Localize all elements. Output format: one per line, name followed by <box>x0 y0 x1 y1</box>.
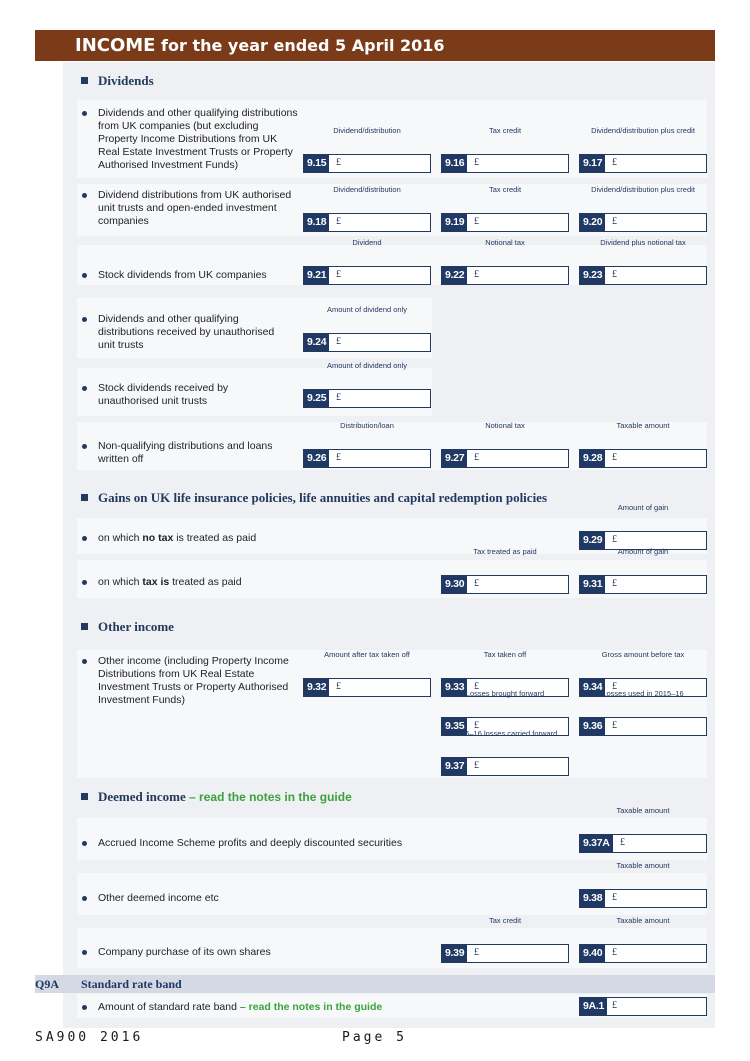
field-label: Losses used in 2015–16 <box>602 689 684 698</box>
bullet-icon <box>82 580 87 585</box>
section-gains <box>81 490 547 506</box>
bullet-icon <box>82 536 87 541</box>
field-label: Taxable amount <box>616 421 670 430</box>
bullet-icon <box>82 950 87 955</box>
field-label: 2015–16 losses carried forward <box>452 729 558 738</box>
bullet-icon <box>82 841 87 846</box>
amount-input[interactable] <box>579 449 707 468</box>
pound-icon: £ <box>474 720 479 731</box>
title-rest: for the year ended 5 April 2016 <box>155 36 445 55</box>
box-number: 9.30 <box>442 576 467 593</box>
box-number: 9.37 <box>442 758 467 775</box>
bullet-icon <box>82 444 87 449</box>
field-label: Notional tax <box>485 421 525 430</box>
row-description <box>98 532 398 545</box>
row-description: Stock dividends from UK companies <box>98 269 267 281</box>
field-label: Amount of dividend only <box>326 305 408 314</box>
row-description: Company purchase of its own shares <box>98 946 271 958</box>
box-number: 9.15 <box>304 155 329 172</box>
desc-part: on which <box>98 532 143 544</box>
pound-icon: £ <box>474 216 479 227</box>
section-dividends <box>81 73 154 89</box>
field-label: Losses brought forward <box>465 689 545 698</box>
row-description: Dividends and other qualifying distributions received by unauthorised unit trusts <box>98 313 275 351</box>
pound-icon: £ <box>474 681 479 692</box>
box-number: 9.34 <box>580 679 605 696</box>
bullet-icon <box>82 386 87 391</box>
box-number: 9.28 <box>580 450 605 467</box>
question-code: Q9A <box>35 977 59 991</box>
amount-input[interactable] <box>579 213 707 232</box>
field-label: Gross amount before tax <box>601 650 685 659</box>
box-number: 9A.1 <box>580 998 607 1015</box>
field-label: Dividend/distribution plus credit <box>591 126 695 135</box>
amount-input[interactable] <box>303 389 431 408</box>
box-number: 9.35 <box>442 718 467 735</box>
pound-icon: £ <box>612 1000 617 1011</box>
field-label: Taxable amount <box>616 916 670 925</box>
field-label: Tax credit <box>488 185 522 194</box>
amount-input[interactable] <box>579 717 707 736</box>
bullet-icon <box>82 317 87 322</box>
box-number: 9.39 <box>442 945 467 962</box>
pound-icon: £ <box>474 760 479 771</box>
box-number: 9.36 <box>580 718 605 735</box>
square-icon <box>81 623 88 630</box>
box-number: 9.21 <box>304 267 329 284</box>
box-number: 9.27 <box>442 450 467 467</box>
amount-input[interactable] <box>441 575 569 594</box>
field-label: Dividend/distribution <box>333 126 401 135</box>
box-number: 9.19 <box>442 214 467 231</box>
row-description <box>98 576 398 589</box>
square-icon <box>81 494 88 501</box>
amount-input[interactable] <box>441 213 569 232</box>
pound-icon: £ <box>336 336 341 347</box>
section-title: Dividends <box>98 73 154 88</box>
pound-icon: £ <box>612 578 617 589</box>
amount-input[interactable] <box>303 678 431 697</box>
desc-note: – read the notes in the guide <box>236 1001 383 1013</box>
field-label: Taxable amount <box>616 806 670 815</box>
desc-part: Amount of standard rate band <box>98 1001 237 1013</box>
row-description: Non-qualifying distributions and loans written off <box>98 440 273 465</box>
field-label: Taxable amount <box>616 861 670 870</box>
bullet-icon <box>82 273 87 278</box>
amount-input[interactable] <box>303 333 431 352</box>
pound-icon: £ <box>612 720 617 731</box>
pound-icon: £ <box>612 947 617 958</box>
pound-icon: £ <box>620 837 625 848</box>
row-description <box>98 1001 428 1014</box>
desc-bold: no tax <box>142 532 174 544</box>
bullet-icon <box>82 193 87 198</box>
pound-icon: £ <box>336 216 341 227</box>
box-number: 9.17 <box>580 155 605 172</box>
box-number: 9.20 <box>580 214 605 231</box>
pound-icon: £ <box>474 269 479 280</box>
section-note: – read the notes in the guide <box>185 790 352 804</box>
pound-icon: £ <box>474 947 479 958</box>
row-description: Other deemed income etc <box>98 892 219 904</box>
amount-input[interactable] <box>579 997 707 1016</box>
bullet-icon <box>82 896 87 901</box>
field-label: Tax treated as paid <box>473 547 537 556</box>
bullet-icon <box>82 659 87 664</box>
row-description: Dividend distributions from UK authorised unit trusts and open-ended investment companies <box>98 189 292 227</box>
amount-input[interactable] <box>579 944 707 963</box>
pound-icon: £ <box>612 157 617 168</box>
amount-input[interactable] <box>579 266 707 285</box>
section-title: Other income <box>98 619 174 634</box>
box-number: 9.16 <box>442 155 467 172</box>
pound-icon: £ <box>612 892 617 903</box>
desc-part: on which <box>98 576 143 588</box>
page-number: Page 5 <box>342 1030 407 1045</box>
field-label: Dividend/distribution <box>333 185 401 194</box>
pound-icon: £ <box>474 157 479 168</box>
row-description: Other income (including Property Income Distributions from UK Real Estate Investment Trusts or Property Authorised Investment Funds) <box>98 655 289 706</box>
amount-input[interactable] <box>441 266 569 285</box>
amount-input[interactable] <box>579 575 707 594</box>
box-number: 9.18 <box>304 214 329 231</box>
bullet-icon <box>82 1005 87 1010</box>
box-number: 9.25 <box>304 390 329 407</box>
amount-input[interactable] <box>441 944 569 963</box>
box-number: 9.23 <box>580 267 605 284</box>
amount-input[interactable] <box>303 154 431 173</box>
desc-part: is treated as paid <box>173 532 257 544</box>
desc-bold: tax is <box>142 576 170 588</box>
pound-icon: £ <box>612 534 617 545</box>
pound-icon: £ <box>474 578 479 589</box>
amount-input[interactable] <box>579 834 707 853</box>
amount-input[interactable] <box>441 757 569 776</box>
pound-icon: £ <box>612 681 617 692</box>
section-title: Deemed income <box>98 789 186 804</box>
pound-icon: £ <box>336 392 341 403</box>
box-number: 9.26 <box>304 450 329 467</box>
row-description: Accrued Income Scheme profits and deeply discounted securities <box>98 837 403 849</box>
square-icon <box>81 793 88 800</box>
pound-icon: £ <box>474 452 479 463</box>
pound-icon: £ <box>336 269 341 280</box>
page-title <box>75 35 445 56</box>
income-banner <box>35 30 715 61</box>
box-number: 9.37A <box>580 835 613 852</box>
field-label: Tax taken off <box>483 650 527 659</box>
box-number: 9.33 <box>442 679 467 696</box>
field-label: Tax credit <box>488 916 522 925</box>
row-description: Dividends and other qualifying distributions from UK companies (but excluding Property Income Distributions from UK Real Estate Investment Trusts or Property Authorised Investment Funds) <box>98 107 298 171</box>
amount-input[interactable] <box>579 154 707 173</box>
field-label: Dividend plus notional tax <box>600 238 686 247</box>
amount-input[interactable] <box>303 266 431 285</box>
section-other-income <box>81 619 174 635</box>
pound-icon: £ <box>612 269 617 280</box>
amount-input[interactable] <box>303 213 431 232</box>
field-label: Distribution/loan <box>340 421 394 430</box>
section-title: Gains on UK life insurance policies, life annuities and capital redemption policies <box>98 490 548 505</box>
amount-input[interactable] <box>441 449 569 468</box>
box-number: 9.31 <box>580 576 605 593</box>
box-number: 9.22 <box>442 267 467 284</box>
box-number: 9.40 <box>580 945 605 962</box>
bullet-icon <box>82 111 87 116</box>
question-title: Standard rate band <box>81 977 182 991</box>
row-description: Stock dividends received by unauthorised unit trusts <box>98 382 229 407</box>
amount-input[interactable] <box>303 449 431 468</box>
form-code: SA900 2016 <box>35 1030 144 1045</box>
box-number: 9.29 <box>580 532 605 549</box>
pound-icon: £ <box>336 452 341 463</box>
box-number: 9.32 <box>304 679 329 696</box>
field-label: Amount of dividend only <box>326 361 408 370</box>
box-number: 9.38 <box>580 890 605 907</box>
pound-icon: £ <box>336 157 341 168</box>
amount-input[interactable] <box>579 889 707 908</box>
field-label: Tax credit <box>488 126 522 135</box>
desc-part: treated as paid <box>169 576 242 588</box>
box-number: 9.24 <box>304 334 329 351</box>
field-label: Dividend/distribution plus credit <box>591 185 695 194</box>
field-label: Dividend <box>352 238 382 247</box>
amount-input[interactable] <box>441 154 569 173</box>
pound-icon: £ <box>612 452 617 463</box>
q9a-header <box>35 975 715 993</box>
section-deemed-income <box>81 789 352 805</box>
field-label: Amount of gain <box>617 547 669 556</box>
pound-icon: £ <box>612 216 617 227</box>
field-label: Amount after tax taken off <box>324 650 410 659</box>
square-icon <box>81 77 88 84</box>
title-main: INCOME <box>75 35 156 56</box>
field-label: Notional tax <box>485 238 525 247</box>
pound-icon: £ <box>336 681 341 692</box>
field-label: Amount of gain <box>617 503 669 512</box>
